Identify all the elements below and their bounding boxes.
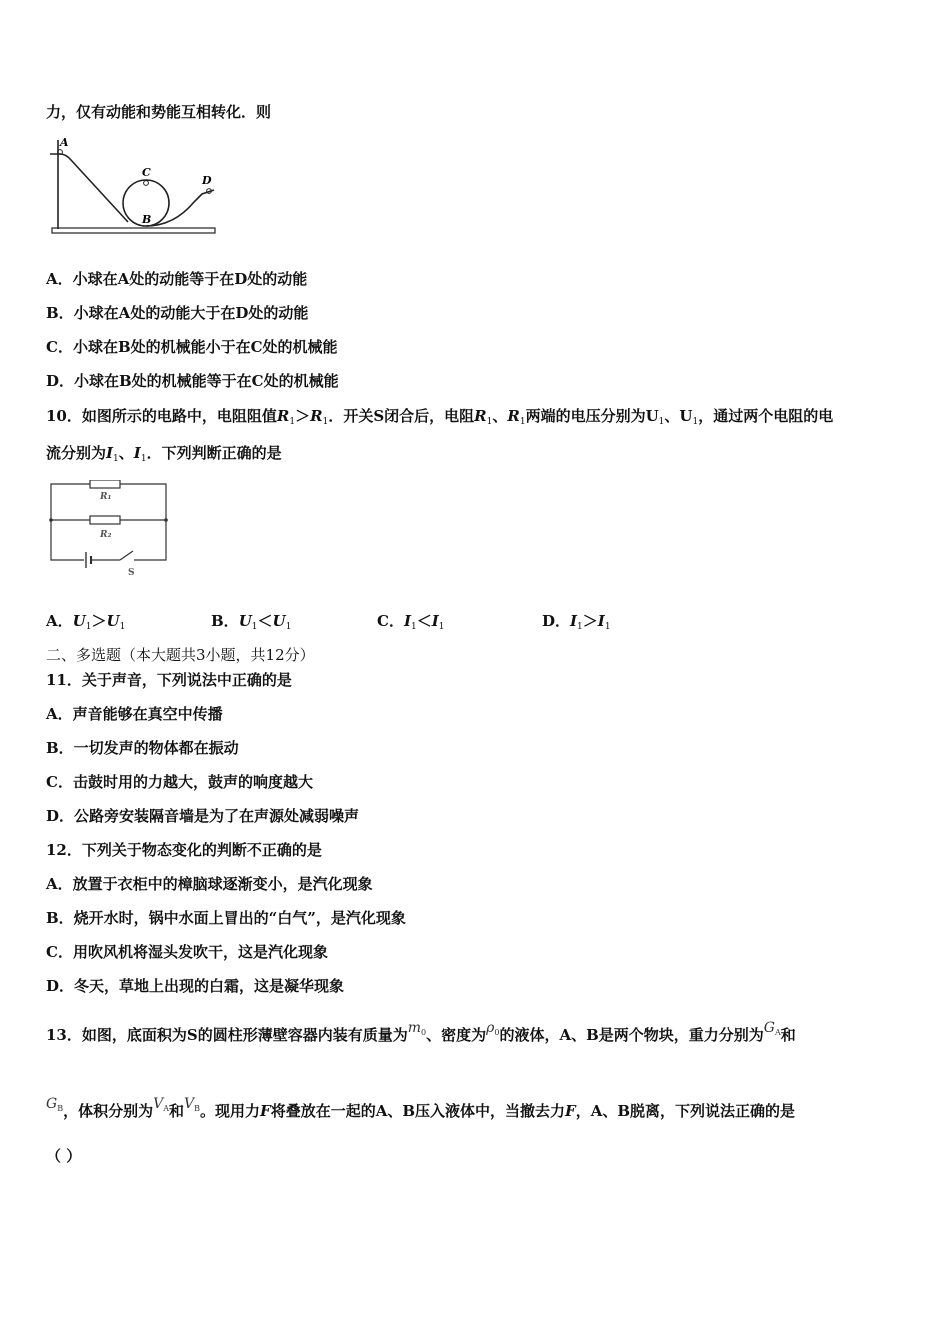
sub: 1 [140, 454, 147, 464]
opt-letter: A． [46, 612, 73, 630]
gb-symbol [46, 1096, 63, 1112]
right-bottom-wire [134, 520, 166, 560]
opt-letter: C． [377, 612, 404, 630]
i-var: I [431, 612, 439, 630]
gt-sign: ＞ [295, 407, 311, 425]
va-symbol [153, 1096, 169, 1112]
q9-option-c: C．小球在B处的机械能小于在C处的机械能 [46, 338, 338, 356]
f-var: F [260, 1102, 271, 1120]
u-var: U [238, 612, 252, 630]
sub: 1 [577, 622, 583, 632]
q13-text: 将叠放在一起的A、B压入液体中，当撤去力 [270, 1102, 566, 1120]
q13-answer-paren: （ ） [46, 1147, 82, 1165]
v-var: V [184, 1096, 195, 1112]
q11-option-b: B．一切发声的物体都在振动 [46, 739, 239, 757]
lt-sign: ＜ [416, 612, 432, 630]
q12-stem: 12．下列关于物态变化的判断不正确的是 [46, 841, 322, 859]
r-var: R [310, 407, 323, 425]
sub: 1 [289, 417, 296, 427]
label-r1: R₁ [100, 492, 112, 502]
sub: 1 [658, 417, 665, 427]
junction-right [164, 518, 168, 522]
sub: B [57, 1104, 64, 1113]
f-var: F [565, 1102, 576, 1120]
sub: 1 [285, 622, 292, 632]
sub: B [194, 1104, 201, 1113]
q10-stem-line2 [46, 443, 282, 469]
gt-sign: ＞ [582, 612, 598, 630]
sub: 1 [410, 622, 417, 632]
label-d: D [202, 174, 212, 187]
sep: 、 [492, 407, 508, 425]
q10-stem-line1 [46, 406, 833, 432]
track-loop-figure [44, 132, 220, 238]
q10-text: 流分别为 [46, 444, 107, 462]
track-slope [50, 154, 128, 222]
switch-lever [120, 551, 133, 560]
resistor-r2 [90, 516, 120, 524]
q12-option-b: B．烧开水时，锅中水面上冒出的“白气”，是汽化现象 [46, 909, 406, 927]
sub: 1 [486, 417, 493, 427]
q11-option-a: A．声音能够在真空中传播 [46, 705, 223, 723]
q13-text: ，A、B脱离，下列说法正确的是 [575, 1102, 796, 1120]
u-var: U [72, 612, 86, 630]
sub: 1 [85, 622, 92, 632]
q10-text: ，通过两个电阻的电 [698, 407, 834, 425]
label-c: C [142, 166, 151, 179]
q13-line1 [46, 1010, 796, 1053]
sub: A [163, 1104, 169, 1113]
rho-var: ρ [486, 1020, 495, 1036]
sub: 1 [604, 622, 611, 632]
q12-option-d: D．冬天，草地上出现的白霜，这是凝华现象 [46, 977, 345, 995]
m0-symbol [408, 1020, 426, 1036]
label-a: A [60, 136, 69, 149]
sep: 、 [118, 444, 134, 462]
junction-left [49, 518, 53, 522]
sub: A [774, 1028, 781, 1037]
vb-symbol [184, 1096, 200, 1112]
sub: 0 [494, 1028, 500, 1037]
q10-option-d [542, 611, 611, 637]
sub: 1 [322, 417, 329, 427]
sub: 1 [519, 417, 526, 427]
top-branch-wire [51, 484, 166, 520]
m-var: m [407, 1020, 421, 1036]
q10-text: ．下列判断正确的是 [146, 444, 282, 462]
section-heading: 二、多选题（本大题共3小题，共12分） [46, 646, 315, 664]
q12-option-c: C．用吹风机将湿头发吹干，这是汽化现象 [46, 943, 328, 961]
sub: 1 [438, 622, 445, 632]
q13-text: 13．如图，底面积为S的圆柱形薄壁容器内装有质量为 [46, 1026, 408, 1044]
label-s: S [128, 568, 135, 578]
v-var: V [153, 1096, 164, 1112]
i-var: I [133, 444, 141, 462]
q13-text: 和 [169, 1102, 185, 1120]
g-var: G [46, 1096, 58, 1112]
lt-sign: ＜ [257, 612, 273, 630]
left-bottom-wire [51, 520, 84, 560]
opt-letter: D． [542, 612, 571, 630]
q10-text: 两端的电压分别为U [525, 407, 659, 425]
ga-symbol [764, 1020, 781, 1036]
sub: 0 [421, 1028, 427, 1037]
rho0-symbol [486, 1020, 499, 1036]
q13-text: ，体积分别为 [63, 1102, 154, 1120]
q9-option-a: A．小球在A处的动能等于在D处的动能 [46, 270, 308, 288]
ball-c-marker [144, 181, 149, 186]
q10-text: 、U [664, 407, 693, 425]
q11-option-c: C．击鼓时用的力越大，鼓声的响度越大 [46, 773, 313, 791]
r-var: R [507, 407, 520, 425]
q10-option-a [46, 611, 125, 637]
q11-option-d: D．公路旁安装隔音墙是为了在声源处减弱噪声 [46, 807, 360, 825]
opt-letter: B． [211, 612, 239, 630]
g-var: G [763, 1020, 775, 1036]
sub: 1 [119, 622, 126, 632]
q10-text: ．开关S闭合后，电阻 [328, 407, 475, 425]
q11-stem: 11．关于声音，下列说法中正确的是 [46, 671, 292, 689]
q13-text: 的液体，A、B是两个物块，重力分别为 [499, 1026, 764, 1044]
q13-text: 和 [780, 1026, 796, 1044]
q9-stem-tail: 力，仅有动能和势能互相转化．则 [46, 103, 272, 121]
gt-sign: ＞ [91, 612, 107, 630]
ground-base [52, 228, 215, 233]
r-var: R [276, 407, 290, 425]
circuit-figure [48, 480, 174, 580]
q10-option-c [377, 611, 445, 637]
q9-option-b: B．小球在A处的动能大于在D处的动能 [46, 304, 309, 322]
sub: 1 [251, 622, 258, 632]
label-r2: R₂ [100, 530, 112, 540]
sub: 1 [113, 454, 119, 464]
q10-text: 10．如图所示的电路中，电阻阻值 [46, 407, 277, 425]
r-var: R [474, 407, 487, 425]
i-var: I [106, 444, 114, 462]
q9-option-d: D．小球在B处的机械能等于在C处的机械能 [46, 372, 339, 390]
sub: 1 [692, 417, 699, 427]
q12-option-a: A．放置于衣柜中的樟脑球逐渐变小，是汽化现象 [46, 875, 373, 893]
i-var: I [570, 612, 578, 630]
u-var: U [106, 612, 120, 630]
label-b: B [142, 213, 152, 226]
q13-text: 、密度为 [426, 1026, 487, 1044]
q10-option-b [211, 611, 291, 637]
i-var: I [597, 612, 605, 630]
q13-line2 [46, 1086, 795, 1129]
i-var: I [403, 612, 411, 630]
track-exit [146, 190, 214, 226]
resistor-r1 [90, 480, 120, 488]
u-var: U [272, 612, 286, 630]
q13-text: 。现用力 [200, 1102, 261, 1120]
